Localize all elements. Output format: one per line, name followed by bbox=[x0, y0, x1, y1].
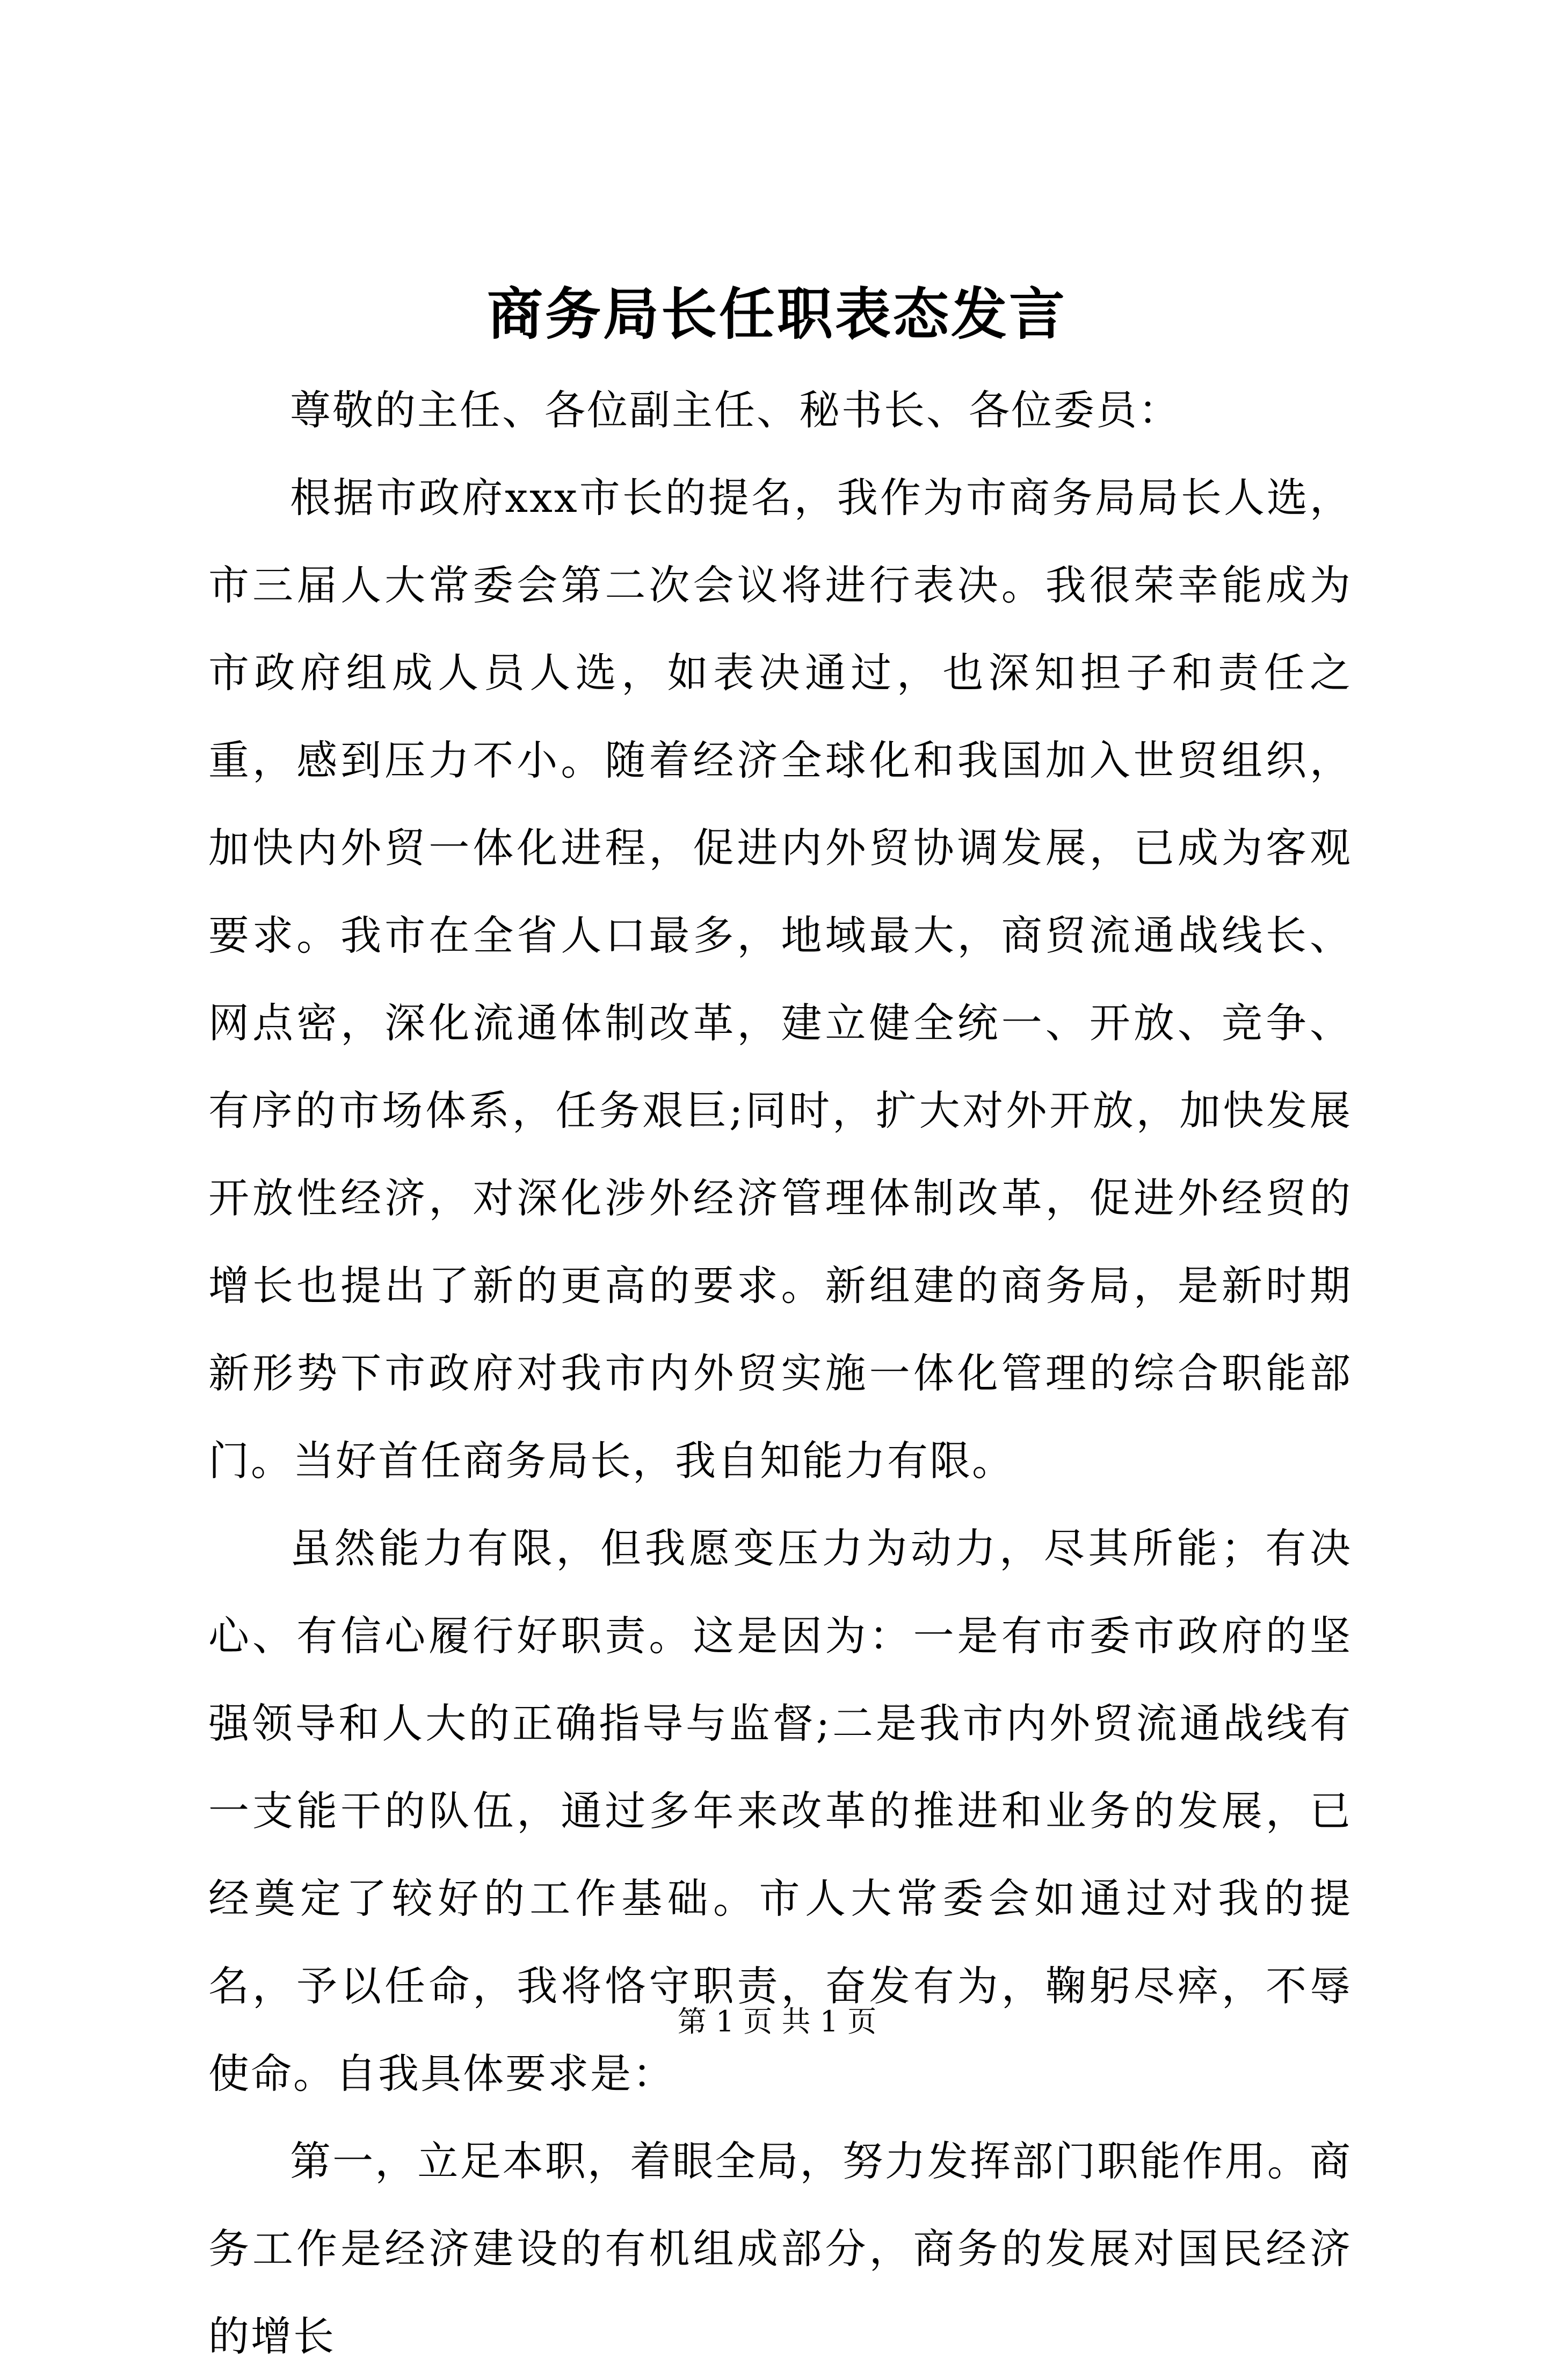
body-paragraph-1: 根据市政府xxx市长的提名，我作为市商务局局长人选，市三届人大常委会第二次会议将进行表决。我很荣幸能成为市政府组成人员人选，如表决通过，也深知担子和责任之重，感到压力不小。随着经济全球化和我国加入世贸组织，加快内外贸一体化进程，促进内外贸协调发展，已成为客观要求。我市在全省人口最多，地域最大，商贸流通战线长、网点密，深化流通体制改革，建立健全统一、开放、竞争、有序的市场体系，任务艰巨;同时，扩大对外开放，加快发展开放性经济，对深化涉外经济管理体制改革，促进外经贸的增长也提出了新的更高的要求。新组建的商务局，是新时期新形势下市政府对我市内外贸实施一体化管理的综合职能部门。当好首任商务局长，我自知能力有限。 bbox=[208, 474, 1352, 1485]
body-paragraph-3: 第一，立足本职，着眼全局，努力发挥部门职能作用。商务工作是经济建设的有机组成部分，商务的发展对国民经济的增长 bbox=[208, 2137, 1352, 2360]
page-footer: 第 1 页 共 1 页 bbox=[677, 2005, 877, 2038]
body-paragraph-2: 虽然能力有限，但我愿变压力为动力，尽其所能；有决心、有信心履行好职责。这是因为：一是有市委市政府的坚强领导和人大的正确指导与监督;二是我市内外贸流通战线有一支能干的队伍，通过多年来改革的推进和业务的发展，已经奠定了较好的工作基础。市人大常委会如通过对我的提名，予以任命，我将恪守职责，奋发有为，鞠躬尽瘁，不辱使命。自我具体要求是： bbox=[208, 1524, 1352, 2097]
document-title: 商务局长任职表态发言 bbox=[486, 281, 1067, 347]
document-body bbox=[208, 366, 1352, 2380]
salutation-paragraph: 尊敬的主任、各位副主任、秘书长、各位委员： bbox=[290, 386, 1181, 434]
